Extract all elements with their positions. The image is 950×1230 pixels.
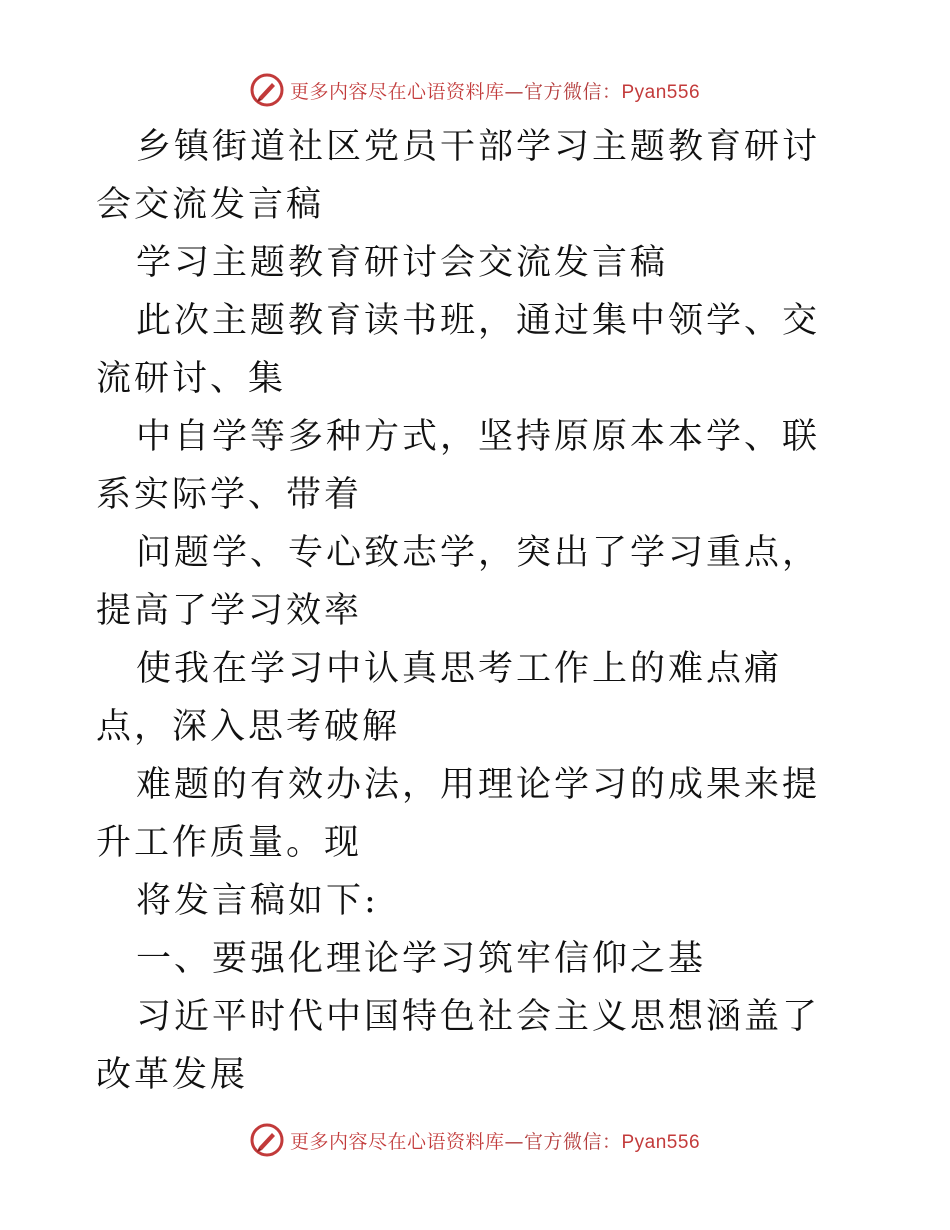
watermark-main: 更多内容尽在心语资料库 xyxy=(289,1130,505,1153)
body-paragraph: 使我在学习中认真思考工作上的难点痛点，深入思考破解 xyxy=(96,649,783,747)
footer-watermark-banner xyxy=(0,1120,950,1160)
watermark-text xyxy=(290,1127,700,1154)
watermark-dash: — xyxy=(504,80,524,103)
section-heading: 一、要强化理论学习筑牢信仰之基 xyxy=(136,939,707,979)
watermark-wechat-label: 官方微信： xyxy=(523,1130,622,1153)
watermark-wechat-label: 官方微信： xyxy=(523,80,622,103)
watermark-wechat-id: Pyan556 xyxy=(621,81,701,103)
header-watermark-banner xyxy=(0,70,950,110)
body-paragraph: 此次主题教育读书班，通过集中领学、交流研讨、集 xyxy=(96,301,821,399)
pen-nib-logo-icon xyxy=(250,73,284,107)
body-paragraph: 习近平时代中国特色社会主义思想涵盖了改革发展 xyxy=(96,997,821,1095)
pen-nib-logo-icon xyxy=(250,1123,284,1157)
body-paragraph: 中自学等多种方式，坚持原原本本学、联系实际学、带着 xyxy=(96,417,821,515)
body-paragraph: 问题学、专心致志学，突出了学习重点，提高了学习效率 xyxy=(96,533,821,631)
document-body xyxy=(96,118,856,1104)
body-paragraph: 难题的有效办法，用理论学习的成果来提升工作质量。现 xyxy=(96,765,821,863)
watermark-text xyxy=(290,77,700,104)
watermark-wechat-id: Pyan556 xyxy=(621,1131,701,1153)
watermark-dash: — xyxy=(504,1130,524,1153)
document-title: 乡镇街道社区党员干部学习主题教育研讨会交流发言稿 xyxy=(96,127,821,225)
document-subtitle: 学习主题教育研讨会交流发言稿 xyxy=(136,243,669,283)
body-paragraph: 将发言稿如下: xyxy=(136,881,379,921)
watermark-main: 更多内容尽在心语资料库 xyxy=(289,80,505,103)
